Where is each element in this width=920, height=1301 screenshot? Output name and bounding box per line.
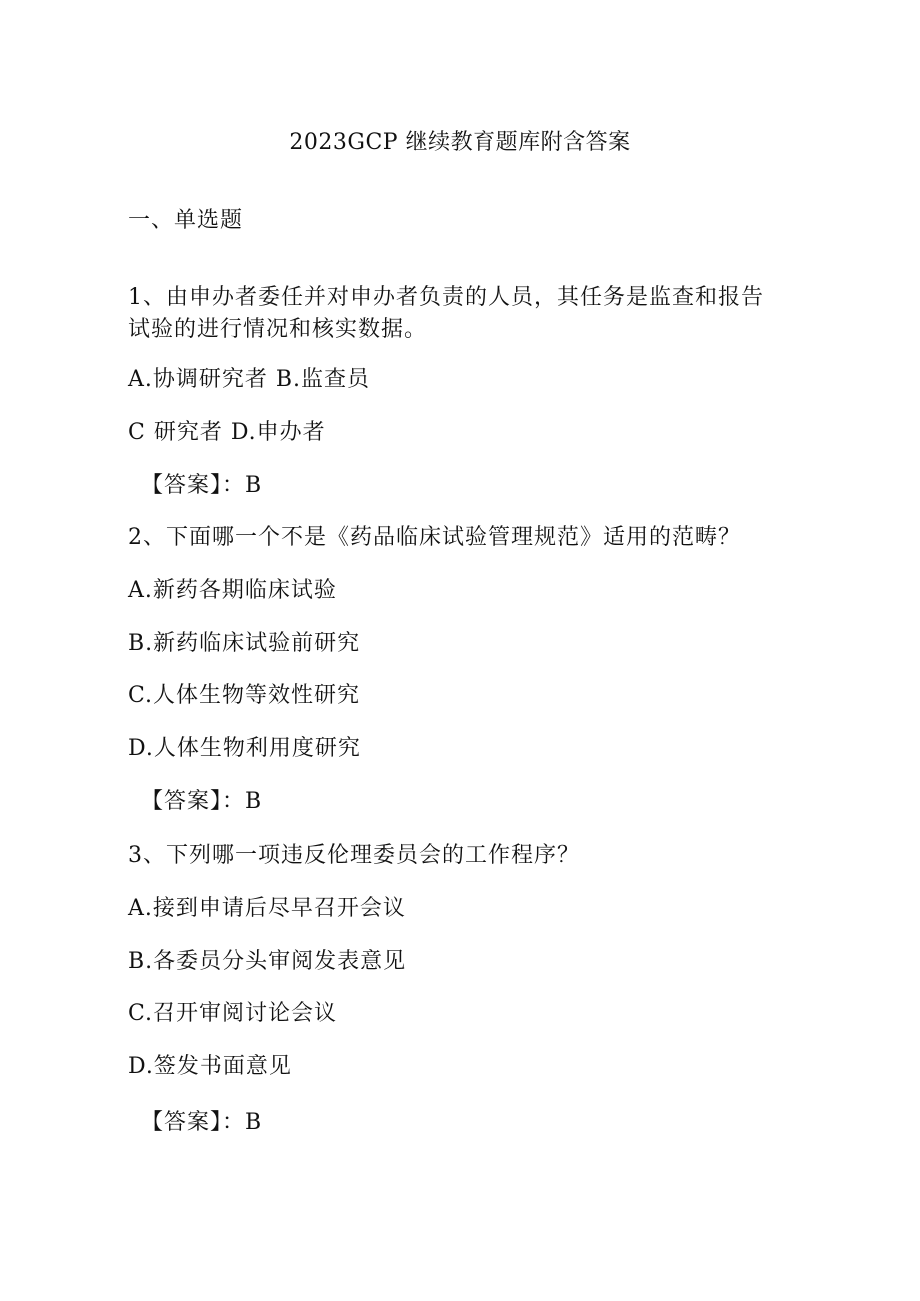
question-3-answer: 【答案】：B — [141, 1110, 263, 1135]
question-2-option-d: D.人体生物利用度研究 — [128, 736, 361, 761]
question-3-option-a: A.接到申请后尽早召开会议 — [128, 896, 406, 921]
question-2-option-a: A.新药各期临床试验 — [128, 578, 337, 603]
question-1-stem-line-2: 试验的进行情况和核实数据。 — [128, 317, 428, 342]
question-1-options-line-2: C 研究者 D.申办者 — [128, 420, 326, 445]
question-3-option-c: C.召开审阅讨论会议 — [128, 1001, 338, 1026]
question-2-answer: 【答案】：B — [141, 789, 263, 814]
question-1-options-line-1: A.协调研究者 B.监查员 — [128, 367, 371, 392]
question-3-option-d: D.签发书面意见 — [128, 1054, 292, 1079]
document-title: 2023GCP 继续教育题库附含答案 — [289, 130, 631, 155]
section-heading: 一、单选题 — [128, 208, 244, 233]
question-2-option-c: C.人体生物等效性研究 — [128, 683, 361, 708]
question-3-option-b: B.各委员分头审阅发表意见 — [128, 949, 407, 974]
question-3-stem: 3、下列哪一项违反伦理委员会的工作程序？ — [128, 843, 580, 868]
question-1-answer: 【答案】：B — [141, 473, 263, 498]
question-2-option-b: B.新药临床试验前研究 — [128, 631, 361, 656]
question-2-stem: 2、下面哪一个不是《药品临床试验管理规范》适用的范畴？ — [128, 525, 741, 550]
question-1-stem-line-1: 1、由申办者委任并对申办者负责的人员，其任务是监查和报告 — [128, 285, 764, 310]
